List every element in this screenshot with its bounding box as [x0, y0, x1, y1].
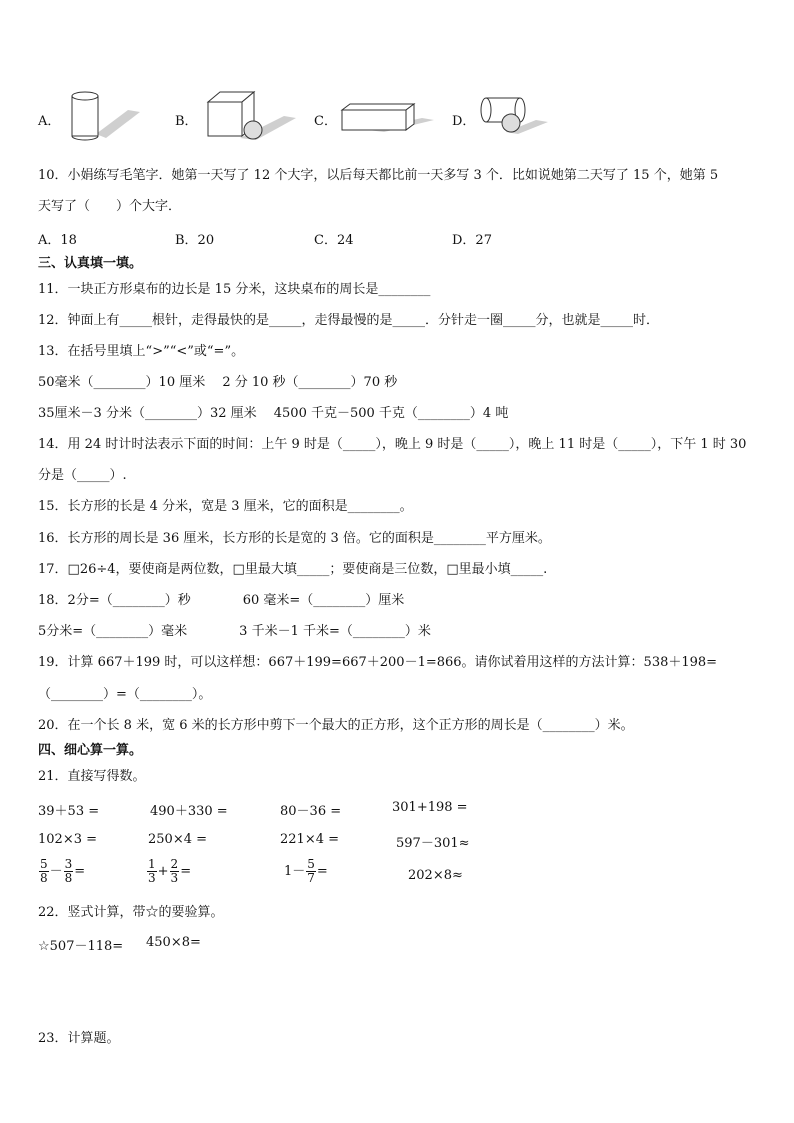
fraction: $\frac{5}{8}$ — [40, 857, 48, 885]
equals: = — [316, 864, 328, 879]
q21-r1-c4: 301+198 = — [392, 800, 468, 815]
option-b-label: B． — [175, 114, 198, 129]
q22-stem: 22．竖式计算，带☆的要验算。 — [38, 905, 224, 920]
cuboid-figure — [338, 96, 438, 136]
cube-ball-figure — [200, 88, 300, 144]
q10-option-a: A．18 — [38, 233, 77, 248]
ball — [502, 114, 520, 132]
q21-r1-c3: 80－36 = — [280, 804, 342, 819]
q21-r3-c3 — [284, 858, 328, 885]
lying-cylinder-end-left — [481, 98, 491, 122]
operator: + — [157, 864, 169, 879]
cylinder-bottom — [72, 136, 98, 140]
cylinder-top — [72, 92, 98, 100]
q21-r1-c2: 490＋330 = — [150, 804, 228, 819]
section-4-heading: 四、细心算一算。 — [38, 743, 143, 758]
fraction: $\frac{1}{3}$ — [148, 857, 156, 885]
cylinder-shadow — [96, 110, 140, 138]
q10-option-c: C．24 — [314, 233, 354, 248]
q10-line2: 天写了（ ）个大字． — [38, 199, 182, 214]
q13-row1: 50毫米（________）10 厘米 2 分 10 秒（________）70 秒 — [38, 375, 398, 390]
option-c-label: C． — [314, 114, 337, 129]
q10-option-d: D．27 — [452, 233, 492, 248]
q13-stem: 13．在括号里填上“>”“<”或“=”。 — [38, 344, 245, 359]
q15: 15．长方形的长是 4 分米，宽是 3 厘米，它的面积是________。 — [38, 499, 413, 514]
option-a-label: A． — [38, 114, 61, 129]
q21-r2-c1: 102×3 = — [38, 832, 98, 847]
q17: 17．□26÷4，要使商是两位数，□里最大填_____；要使商是三位数，□里最小填_____. — [38, 562, 548, 577]
q13-row2: 35厘米－3 分米（________）32 厘米 4500 千克－500 千克（________）4 吨 — [38, 406, 509, 421]
q20: 20．在一个长 8 米，宽 6 米的长方形中剪下一个最大的正方形，这个正方形的周长是（________）米。 — [38, 718, 634, 733]
ball — [244, 121, 262, 139]
q21-r3-c4: 202×8≈ — [408, 868, 463, 883]
cylinder-body — [72, 96, 98, 136]
cube-front — [208, 102, 242, 136]
q19-line2: （________）=（________）。 — [38, 687, 212, 702]
q10-line1: 10．小娟练写毛笔字．她第一天写了 12 个大字，以后每天都比前一天多写 3 个．比如说她第二天写了 15 个，她第 5 — [38, 168, 719, 183]
q12: 12．钟面上有_____根针，走得最快的是_____，走得最慢的是_____．分针走一圈_____分，也就是_____时． — [38, 313, 660, 328]
q10-option-b: B．20 — [175, 233, 215, 248]
cuboid-top — [342, 104, 414, 110]
q21-r2-c3: 221×4 = — [280, 832, 340, 847]
q21-r2-c4: 597－301≈ — [396, 836, 470, 851]
q21-stem: 21．直接写得数。 — [38, 769, 146, 784]
operator: － — [49, 864, 63, 879]
q14-line2: 分是（_____）. — [38, 468, 127, 483]
minuend: 1－ — [284, 864, 306, 879]
cuboid-front — [342, 110, 406, 130]
q23: 23．计算题。 — [38, 1031, 120, 1046]
q21-r3-c1 — [38, 858, 85, 885]
q19-line1: 19．计算 667＋199 时，可以这样想：667＋199=667＋200－1=866。请你试着用这样的方法计算：538＋198= — [38, 655, 718, 670]
lying-cylinder-figure — [476, 92, 556, 140]
q18-row2: 5分米=（________）毫米 3 千米－1 千米=（________）米 — [38, 624, 431, 639]
fraction: $\frac{2}{3}$ — [170, 857, 179, 885]
cylinder-figure — [66, 88, 146, 144]
q21-r3-c2 — [146, 858, 191, 885]
q21-r1-c1: 39＋53 = — [38, 804, 100, 819]
q22-item-1: ☆507－118= — [38, 939, 124, 954]
section-3-heading: 三、认真填一填。 — [38, 256, 143, 271]
q22-item-2: 450×8= — [146, 935, 201, 950]
option-d-label: D． — [452, 114, 476, 129]
q14-line1: 14．用 24 时计时法表示下面的时间：上午 9 时是（_____），晚上 9 时是（_____），晚上 11 时是（_____），下午 1 时 30 — [38, 437, 747, 452]
fraction: $\frac{5}{7}$ — [307, 857, 315, 885]
equals: = — [180, 864, 192, 879]
equals: = — [74, 864, 86, 879]
q18-row1: 18．2分=（________）秒 60 毫米=（________）厘米 — [38, 593, 405, 608]
q21-r2-c2: 250×4 = — [148, 832, 208, 847]
q16: 16．长方形的周长是 36 厘米，长方形的长是宽的 3 倍。它的面积是________平方厘米。 — [38, 531, 551, 546]
q11: 11．一块正方形桌布的边长是 15 分米，这块桌布的周长是________ — [38, 282, 431, 297]
fraction: $\frac{3}{8}$ — [64, 857, 73, 885]
